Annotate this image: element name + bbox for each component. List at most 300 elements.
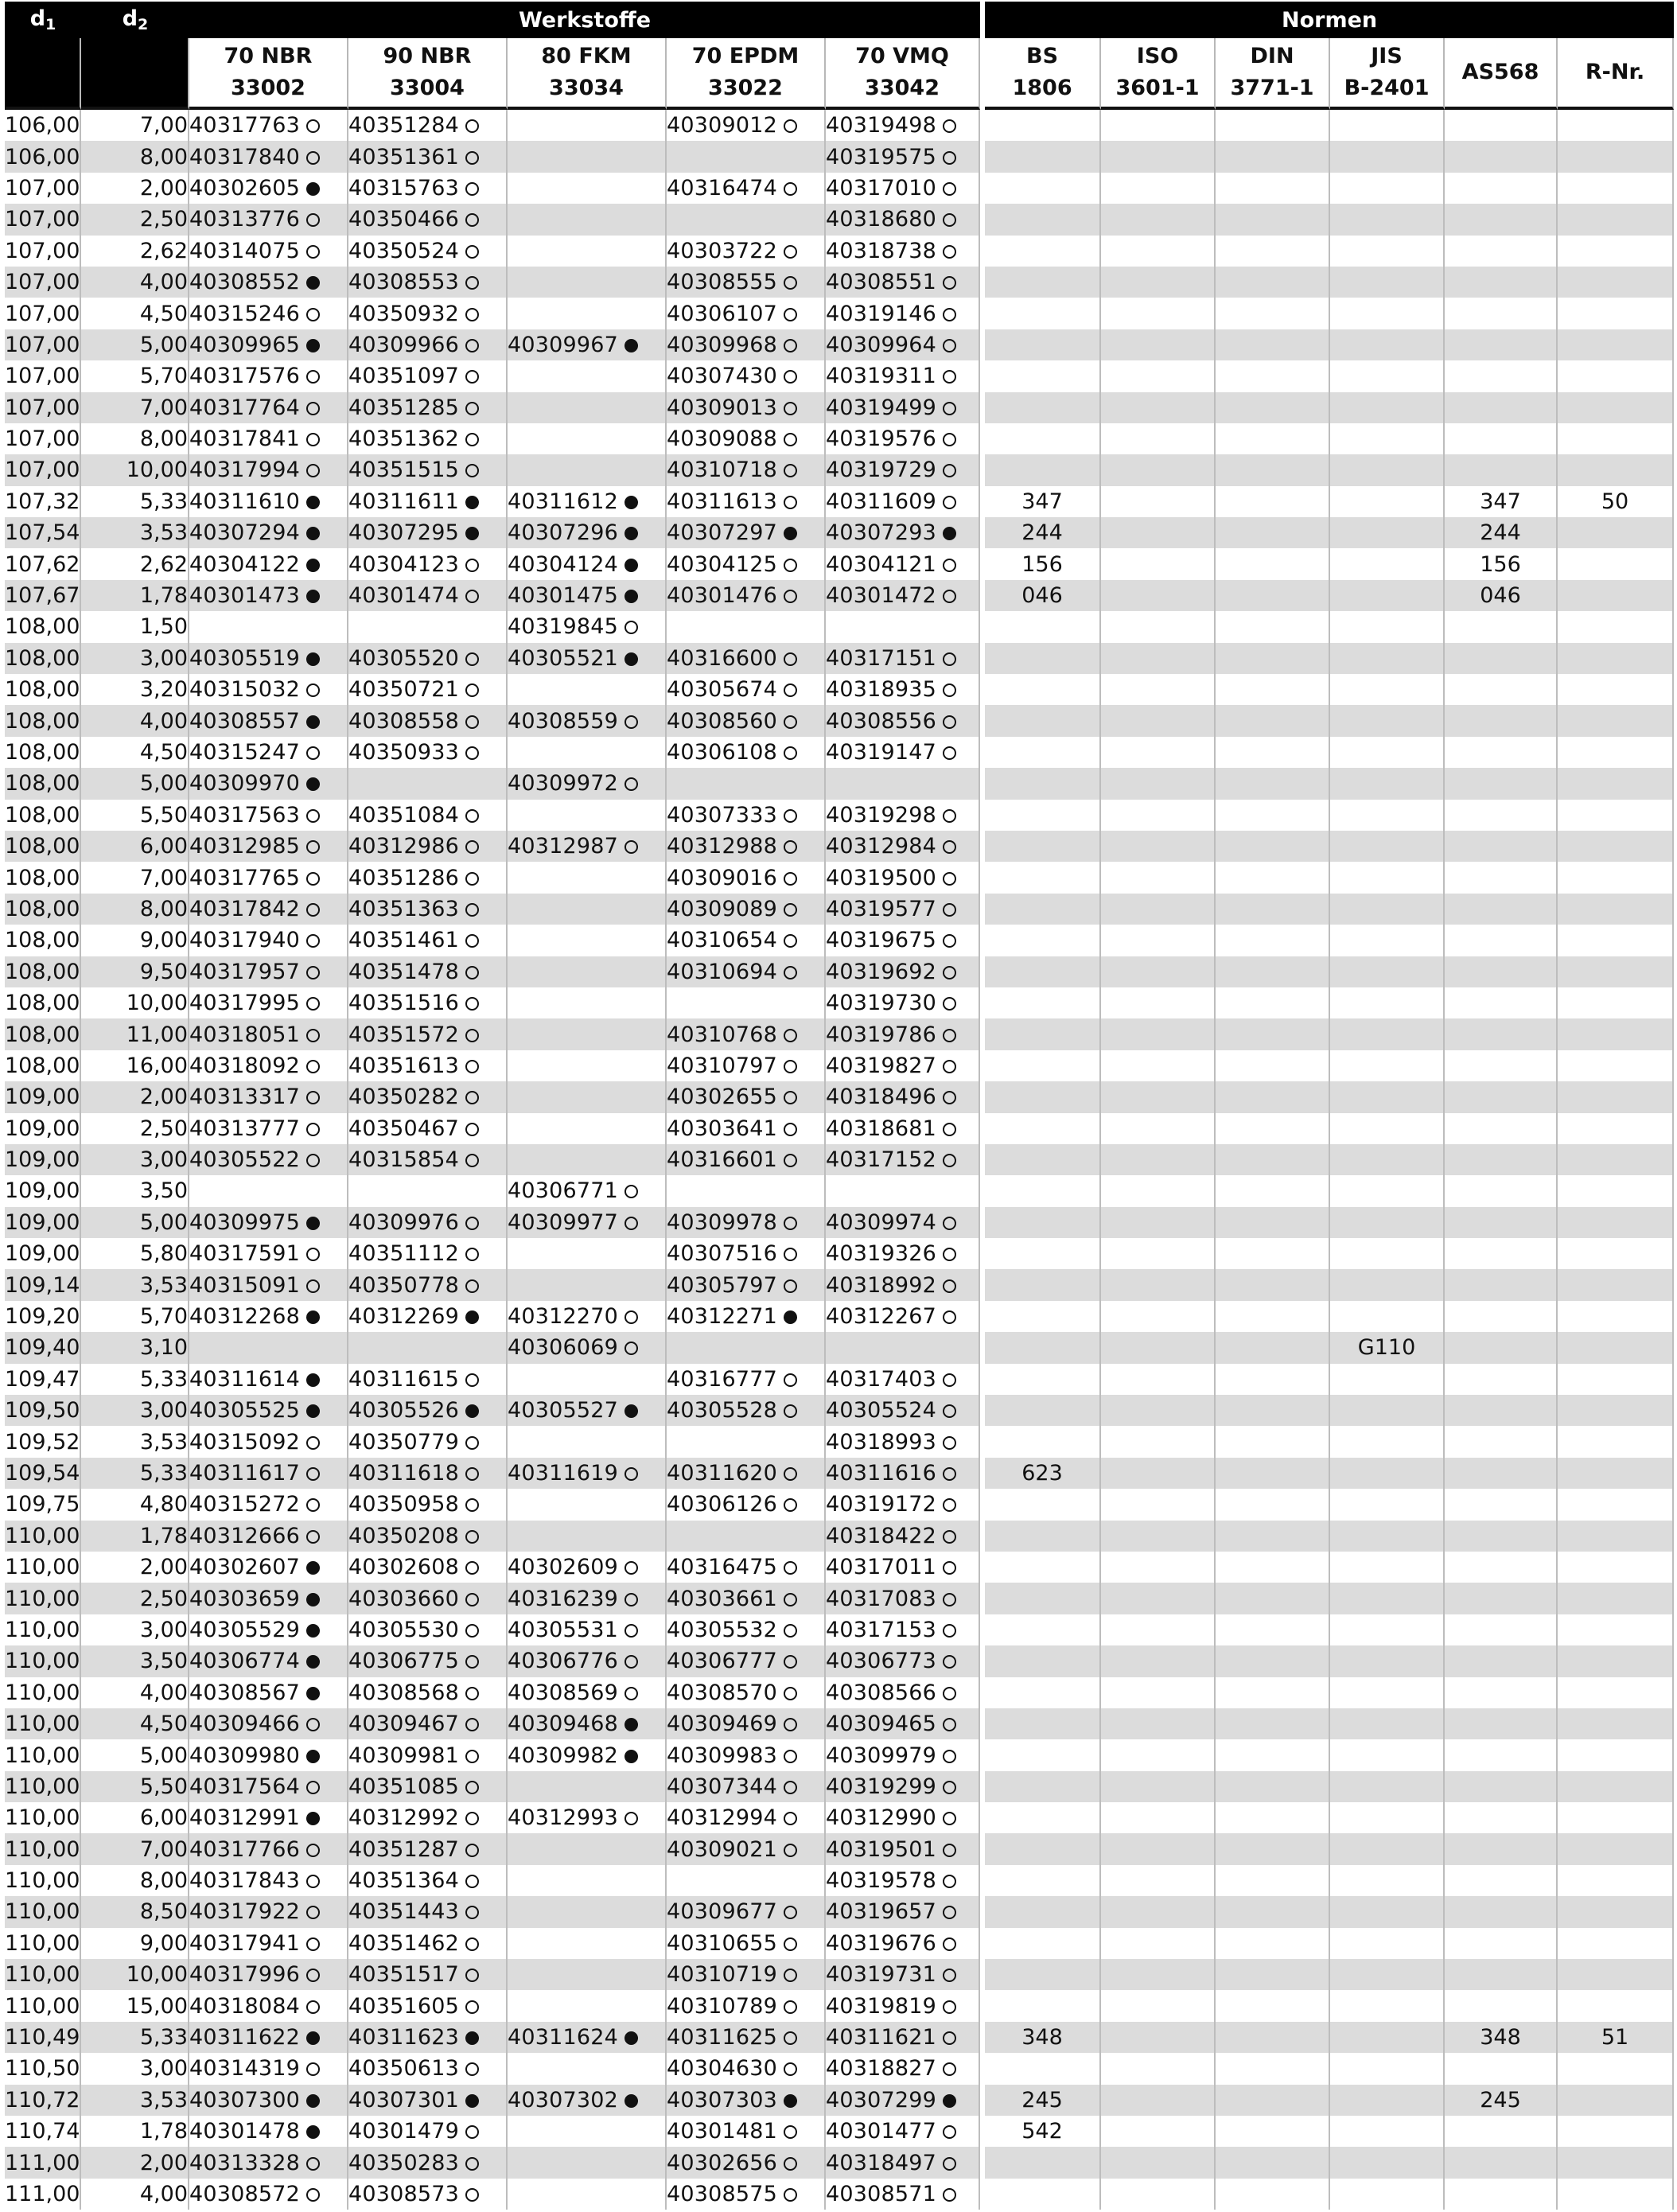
cell-norm [1330,2116,1445,2147]
article-number: 40304122 [189,551,301,577]
open-circle-icon [465,1154,479,1167]
cell-norm [1101,1739,1216,1770]
cell-d1: 107,62 [5,548,81,579]
cell-article-number [826,1269,980,1300]
article-number: 40311615 [348,1366,460,1392]
open-circle-icon [943,1781,956,1794]
filled-circle-icon [624,652,638,666]
cell-article-number [189,1175,348,1206]
cell-article-number [826,298,980,329]
open-circle-icon [306,2188,320,2202]
open-circle-icon [306,1844,320,1857]
article-number: 40318084 [189,1993,301,2019]
cell-article-number [189,1990,348,2021]
cell-article-number [667,173,826,204]
article-number: 40302607 [189,1555,301,1580]
cell-norm [1445,360,1558,391]
open-circle-icon [784,496,797,509]
open-circle-icon [465,1781,479,1794]
cell-norm [1101,392,1216,423]
article-number: 40303641 [667,1116,778,1141]
article-number: 40312270 [508,1304,619,1330]
header-column-row [5,38,1674,110]
filled-circle-icon [306,1404,320,1418]
article-number: 40350933 [348,740,460,765]
article-number: 40351286 [348,865,460,890]
filled-circle-icon [465,496,479,509]
article-number: 40311611 [348,489,460,514]
cell-norm [1330,1802,1445,1833]
article-number: 40315246 [189,301,301,326]
cell-d2: 16,00 [81,1050,189,1081]
cell-article-number [667,1896,826,1927]
cell-article-number [667,1771,826,1802]
cell-norm [1101,1521,1216,1552]
cell-article-number [189,1645,348,1677]
article-number: 40305530 [348,1617,460,1642]
open-circle-icon [624,1687,638,1700]
cell-article-number [826,1395,980,1426]
open-circle-icon [784,809,797,823]
cell-d1: 110,00 [5,1645,81,1677]
article-number: 40309980 [189,1743,301,1768]
article-number: 40351112 [348,1241,460,1267]
open-circle-icon [943,1593,956,1606]
cell-norm [1558,267,1674,298]
cell-article-number [189,611,348,642]
cell-norm [1216,329,1330,360]
article-number: 40319298 [826,802,937,828]
open-circle-icon [943,1624,956,1638]
cell-article-number [508,173,667,204]
article-number: 40310655 [667,1930,778,1956]
col-header-norm-0 [985,38,1101,110]
article-number: 40312991 [189,1805,301,1831]
cell-norm [1216,1865,1330,1896]
open-circle-icon [465,1561,479,1575]
cell-norm [1558,454,1674,485]
article-number: 40312987 [508,834,619,859]
article-number: 40309013 [667,395,778,420]
cell-d1: 108,00 [5,862,81,893]
cell-norm [1101,1865,1216,1896]
cell-norm [1330,1583,1445,1614]
open-circle-icon [306,1969,320,1982]
cell-article-number [667,267,826,298]
cell-d2: 4,50 [81,1708,189,1739]
cell-d2: 3,00 [81,1395,189,1426]
cell-article-number [348,580,508,611]
cell-norm [1216,423,1330,454]
norm-name: AS568 [1461,60,1539,84]
cell-norm [1445,1426,1558,1457]
open-circle-icon [784,715,797,729]
cell-norm [1101,1614,1216,1645]
cell-article-number [189,423,348,454]
cell-article-number [508,392,667,423]
cell-norm [1216,1175,1330,1206]
cell-article-number [189,768,348,799]
cell-d2: 3,10 [81,1332,189,1363]
cell-norm [1558,1802,1674,1833]
cell-article-number [189,2022,348,2053]
open-circle-icon [465,590,479,603]
article-number: 40302656 [667,2150,778,2175]
cell-norm [1445,987,1558,1018]
article-number: 40317842 [189,896,301,921]
cell-norm [1330,1739,1445,1770]
cell-norm: 245 [985,2085,1101,2116]
article-number: 40317941 [189,1930,301,1956]
cell-article-number [667,1238,826,1269]
cell-norm [1558,1301,1674,1332]
article-number: 40318935 [826,677,937,703]
cell-norm [1558,1458,1674,1489]
cell-article-number [667,392,826,423]
article-number: 40318496 [826,1085,937,1110]
cell-article-number [667,1677,826,1708]
open-circle-icon [784,1718,797,1731]
cell-article-number [189,267,348,298]
article-number: 40309089 [667,896,778,921]
open-circle-icon [943,1498,956,1512]
filled-circle-icon [624,559,638,572]
filled-circle-icon [784,1310,797,1324]
article-number: 40305674 [667,677,778,703]
cell-article-number [667,548,826,579]
article-number: 40304123 [348,551,460,577]
cell-norm [1101,1081,1216,1112]
cell-norm: 347 [985,486,1101,517]
cell-d2: 5,00 [81,329,189,360]
cell-norm [985,1865,1101,1896]
cell-norm [1445,1802,1558,1833]
cell-article-number [189,1614,348,1645]
cell-norm [1216,1332,1330,1363]
open-circle-icon [784,2157,797,2171]
cell-norm [1216,611,1330,642]
cell-article-number [348,392,508,423]
cell-norm [1445,925,1558,956]
article-number: 40317083 [826,1586,937,1611]
cell-norm [1445,204,1558,235]
article-number: 40304121 [826,551,937,577]
cell-norm [1101,2116,1216,2147]
open-circle-icon [624,1217,638,1230]
filled-circle-icon [306,1593,320,1606]
open-circle-icon [465,683,479,697]
open-circle-icon [624,1812,638,1825]
article-number: 40307299 [826,2087,937,2113]
cell-article-number [667,486,826,517]
cell-article-number [826,1144,980,1175]
open-circle-icon [784,1593,797,1606]
table-row [5,1238,1674,1269]
cell-d2: 2,00 [81,173,189,204]
article-number: 40308560 [667,708,778,734]
cell-norm [985,831,1101,862]
cell-norm [1330,423,1445,454]
cell-norm [1330,800,1445,831]
cell-norm [985,1583,1101,1614]
cell-norm [1101,204,1216,235]
cell-article-number [826,1645,980,1677]
open-circle-icon [306,402,320,415]
cell-article-number [667,1332,826,1363]
cell-norm [1101,2179,1216,2210]
open-circle-icon [943,840,956,854]
cell-article-number [348,1018,508,1050]
open-circle-icon [784,1123,797,1136]
cell-d1: 107,00 [5,329,81,360]
cell-d1: 107,00 [5,204,81,235]
cell-d1: 109,47 [5,1364,81,1395]
open-circle-icon [943,997,956,1011]
article-number: 40308559 [508,708,619,734]
open-circle-icon [784,1906,797,1919]
table-row [5,1833,1674,1864]
cell-article-number [189,737,348,768]
cell-article-number [508,2116,667,2147]
open-circle-icon [465,1060,479,1073]
cell-norm [1558,1175,1674,1206]
open-circle-icon [784,1561,797,1575]
cell-norm [985,329,1101,360]
cell-d2: 2,62 [81,548,189,579]
cell-article-number [348,925,508,956]
table-row [5,1583,1674,1614]
cell-d2: 7,00 [81,1833,189,1864]
open-circle-icon [943,2000,956,2014]
cell-article-number [348,2147,508,2178]
open-circle-icon [943,1906,956,1919]
article-number: 40307296 [508,520,619,546]
cell-norm [1330,1771,1445,1802]
cell-norm [1101,2147,1216,2178]
cell-article-number [826,580,980,611]
article-number: 40311610 [189,489,301,514]
open-circle-icon [465,840,479,854]
cell-norm [1330,611,1445,642]
open-circle-icon [306,308,320,321]
cell-d1: 109,00 [5,1081,81,1112]
cell-d2: 3,00 [81,1614,189,1645]
col-header-material-0 [189,38,348,110]
cell-d1: 110,00 [5,1896,81,1927]
article-number: 40307344 [667,1774,778,1799]
article-number: 40317563 [189,802,301,828]
cell-norm [1216,1583,1330,1614]
article-number: 40312990 [826,1805,937,1831]
cell-norm [1558,236,1674,267]
cell-article-number [348,1113,508,1144]
open-circle-icon [784,1969,797,1982]
cell-d1: 108,00 [5,705,81,736]
cell-d2: 11,00 [81,1018,189,1050]
cell-article-number [189,1395,348,1426]
article-number: 40307301 [348,2087,460,2113]
cell-norm [1558,1364,1674,1395]
article-number: 40317403 [826,1366,937,1392]
cell-norm [1330,1645,1445,1677]
article-number: 40317922 [189,1899,301,1925]
cell-norm [985,1489,1101,1520]
cell-article-number [348,236,508,267]
cell-norm [1558,2116,1674,2147]
cell-norm [985,1739,1101,1770]
cell-norm [1445,141,1558,172]
cell-article-number [189,1050,348,1081]
open-circle-icon [306,966,320,979]
open-circle-icon [943,1404,956,1418]
cell-norm [1558,1144,1674,1175]
cell-article-number [189,1928,348,1959]
open-circle-icon [465,934,479,948]
article-number: 40307303 [667,2087,778,2113]
open-circle-icon [306,997,320,1011]
cell-d2: 8,00 [81,423,189,454]
open-circle-icon [465,1217,479,1230]
open-circle-icon [624,1561,638,1575]
cell-d1: 110,00 [5,1614,81,1645]
group-header-materials: Werkstoffe [189,2,980,38]
col-header-d2: $d_2$ [81,2,189,38]
cell-norm [1101,1458,1216,1489]
cell-norm [985,267,1101,298]
open-circle-icon [306,1029,320,1042]
cell-article-number [826,1364,980,1395]
table-row [5,1739,1674,1770]
norm-code: B-2401 [1344,76,1430,100]
article-number: 40308573 [348,2181,460,2206]
article-number: 40309088 [667,426,778,452]
cell-norm [1558,768,1674,799]
cell-article-number [348,768,508,799]
cell-article-number [348,1050,508,1081]
article-number: 40301477 [826,2119,937,2144]
cell-norm [1101,1645,1216,1677]
cell-article-number [348,1426,508,1457]
cell-d2: 5,50 [81,800,189,831]
cell-d1: 107,00 [5,236,81,267]
cell-article-number [348,2179,508,2210]
cell-norm [1216,236,1330,267]
article-number: 40312269 [348,1304,460,1330]
cell-norm [1330,1238,1445,1269]
article-number: 40315092 [189,1429,301,1455]
cell-d1: 110,00 [5,1865,81,1896]
cell-article-number [826,1708,980,1739]
cell-article-number [189,2116,348,2147]
filled-circle-icon [306,2125,320,2139]
article-number: 40308568 [348,1680,460,1705]
cell-norm [1330,2085,1445,2116]
open-circle-icon [943,308,956,321]
cell-article-number [189,643,348,674]
cell-article-number [348,862,508,893]
norm-name: DIN [1250,44,1294,68]
cell-norm [1558,1081,1674,1112]
cell-norm [1558,1583,1674,1614]
cell-article-number [508,1018,667,1050]
article-number: 40304124 [508,551,619,577]
cell-norm [1445,737,1558,768]
cell-norm [1445,1865,1558,1896]
cell-norm [1445,1238,1558,1269]
table-row [5,925,1674,956]
cell-norm [1445,1144,1558,1175]
article-number: 40305532 [667,1617,778,1642]
article-number: 40315854 [348,1147,460,1173]
col-header-material-3 [667,38,826,110]
cell-article-number [826,2085,980,2116]
open-circle-icon [943,213,956,227]
cell-article-number [508,831,667,862]
article-number: 40315763 [348,175,460,201]
cell-article-number [667,1301,826,1332]
article-number: 40317841 [189,426,301,452]
cell-article-number [348,1175,508,1206]
cell-article-number [189,1332,348,1363]
filled-circle-icon [306,715,320,729]
cell-norm [985,800,1101,831]
cell-norm [985,110,1101,141]
article-number: 40301472 [826,583,937,609]
open-circle-icon [784,1844,797,1857]
cell-norm [1445,1521,1558,1552]
cell-norm: 046 [985,580,1101,611]
table-body [5,110,1674,2210]
cell-norm [1558,298,1674,329]
cell-d1: 109,00 [5,1175,81,1206]
cell-article-number [826,110,980,141]
cell-d2: 6,00 [81,831,189,862]
article-number: 40350208 [348,1523,460,1548]
table-row [5,1426,1674,1457]
open-circle-icon [624,1624,638,1638]
filled-circle-icon [624,1404,638,1418]
cell-norm [1216,204,1330,235]
cell-norm [1330,517,1445,548]
article-number: 40308575 [667,2181,778,2206]
cell-d2: 2,50 [81,1113,189,1144]
open-circle-icon [784,1624,797,1638]
cell-article-number [189,1113,348,1144]
open-circle-icon [306,151,320,165]
cell-norm [1558,1552,1674,1583]
cell-norm [1216,1489,1330,1520]
cell-d1: 109,50 [5,1395,81,1426]
cell-norm [1101,2022,1216,2053]
table-row [5,2179,1674,2210]
cell-norm [1558,1395,1674,1426]
table-row [5,236,1674,267]
cell-norm [1330,1050,1445,1081]
article-number: 40311616 [826,1460,937,1486]
table-row [5,643,1674,674]
cell-norm [1330,2022,1445,2053]
cell-d2: 3,00 [81,1144,189,1175]
open-circle-icon [465,213,479,227]
open-circle-icon [465,2157,479,2171]
cell-norm [985,141,1101,172]
cell-norm [985,987,1101,1018]
material-name: 70 NBR [224,44,313,68]
cell-d1: 107,00 [5,392,81,423]
article-number: 40312993 [508,1805,619,1831]
cell-article-number [189,1802,348,1833]
cell-norm [985,894,1101,925]
